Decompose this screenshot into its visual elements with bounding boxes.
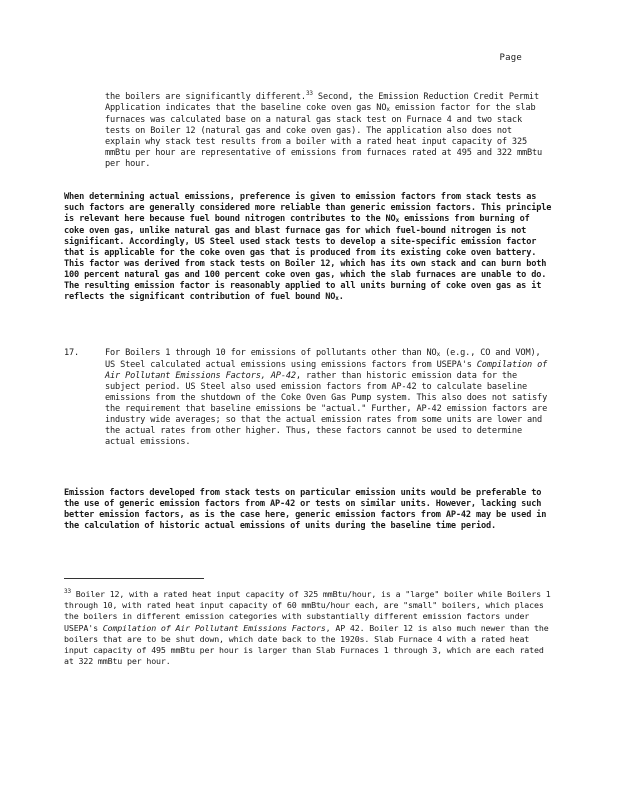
paragraph-continuation <box>105 88 550 170</box>
footnote-reference[interactable]: 33 <box>305 90 313 97</box>
page-label: Page <box>499 53 522 63</box>
paragraph-17 <box>64 348 554 448</box>
publication-title: Compilation of Air Pollutant Emissions Factors <box>102 622 326 633</box>
footnote-33 <box>64 586 554 667</box>
footnote-text: , AP 42. Boiler 12 is also much newer than the boilers that are to be shut down, which date back to the 1920s. Slab Furnace 4 with a rated heat input capacity of 495 mmBtu per hour is larger than Slab Furnaces 1 through 3, which are each rated at 322 mmBtu per hour. <box>64 622 549 667</box>
subscript: x <box>436 351 441 358</box>
paragraph-text: emissions from burning of coke oven gas, unlike natural gas and blast furnace gas for which fuel-bound nitrogen is not significant. Accordingly, US Steel used stack tests to develop a site-specific emission factor that is applicable for the coke oven gas that is produced from its existing coke oven battery. This factor was derived from stack tests on Boiler 12, which has its own stack and can burn both 100 percent natural gas and 100 percent coke oven gas, which the slab furnaces are unable to do. The resulting emission factor is reasonably applied to all units burning of coke oven gas as it reflects the significant contribution of fuel bound NO <box>64 214 547 302</box>
footnote-text: Boiler 12, with a rated heat input capacity of 325 mmBtu/hour, is a "large" boiler while Boilers 1 through 10, with rated heat input capacity of 60 mmBtu/hour each, are "small" boilers, which places the boilers in different emission categories with substantially different emission factors under USEPA's <box>64 589 551 633</box>
subscript: x <box>335 295 339 302</box>
paragraph-bold-finding-1 <box>64 192 554 304</box>
paragraph-bold-finding-2 <box>64 488 554 532</box>
footnote-divider <box>64 578 204 579</box>
subscript: x <box>386 106 390 113</box>
paragraph-number: 17. <box>64 348 80 358</box>
paragraph-text: For Boilers 1 through 10 for emissions of pollutants other than NO <box>105 348 437 358</box>
paragraph-text: Second, the Emission Reduction Credit Permit Application indicates that the baseline coke oven gas NO <box>105 92 539 113</box>
paragraph-text: . <box>338 292 344 302</box>
paragraph-text: the boilers are significantly different. <box>105 92 306 102</box>
paragraph-text: , rather than historic emission data for the subject period. US Steel also used emission factors from AP-42 to calculate baseline emissions from the shutdown of the Coke Oven Gas Pump system. This also does not satisfy the requirement that baseline emissions be "actual." Further, AP-42 emission factors are industry wide averages; so that the actual emission rates from some units are lower and the actual rates from other higher. Thus, these factors cannot be used to determine actual emissions. <box>105 371 548 447</box>
paragraph-text: emission factor for the slab furnaces was calculated base on a natural gas stack test on Furnace 4 and two stack tests on Boiler 12 (natural gas and coke oven gas). The application also does not explain why stack test results from a boiler with a rated heat input capacity of 325 mmBtu per hour are representative of emissions from furnaces rated at 495 and 322 mmBtu per hour. <box>105 103 543 169</box>
paragraph-text: When determining actual emissions, preference is given to emission factors from stack tests as such factors are generally considered more reliable than generic emission factors. This principle is relevant here because fuel bound nitrogen contributes to the NO <box>64 192 552 224</box>
paragraph-text: Emission factors developed from stack tests on particular emission units would be preferable to the use of generic emission factors from AP-42 or tests on similar units. However, lacking such better emission factors, as is the case here, generic emission factors from AP-42 may be used in the calculation of historic actual emissions of units during the baseline time period. <box>64 488 547 531</box>
publication-title: Compilation of Air Pollutant Emissions Factors, AP-42 <box>105 360 548 381</box>
footnote-marker: 33 <box>64 588 71 595</box>
paragraph-text: (e.g., CO and VOM), US Steel calculated actual emissions using emissions factors from USEPA's <box>105 348 541 370</box>
subscript: x <box>395 217 400 224</box>
page-header <box>500 53 522 63</box>
